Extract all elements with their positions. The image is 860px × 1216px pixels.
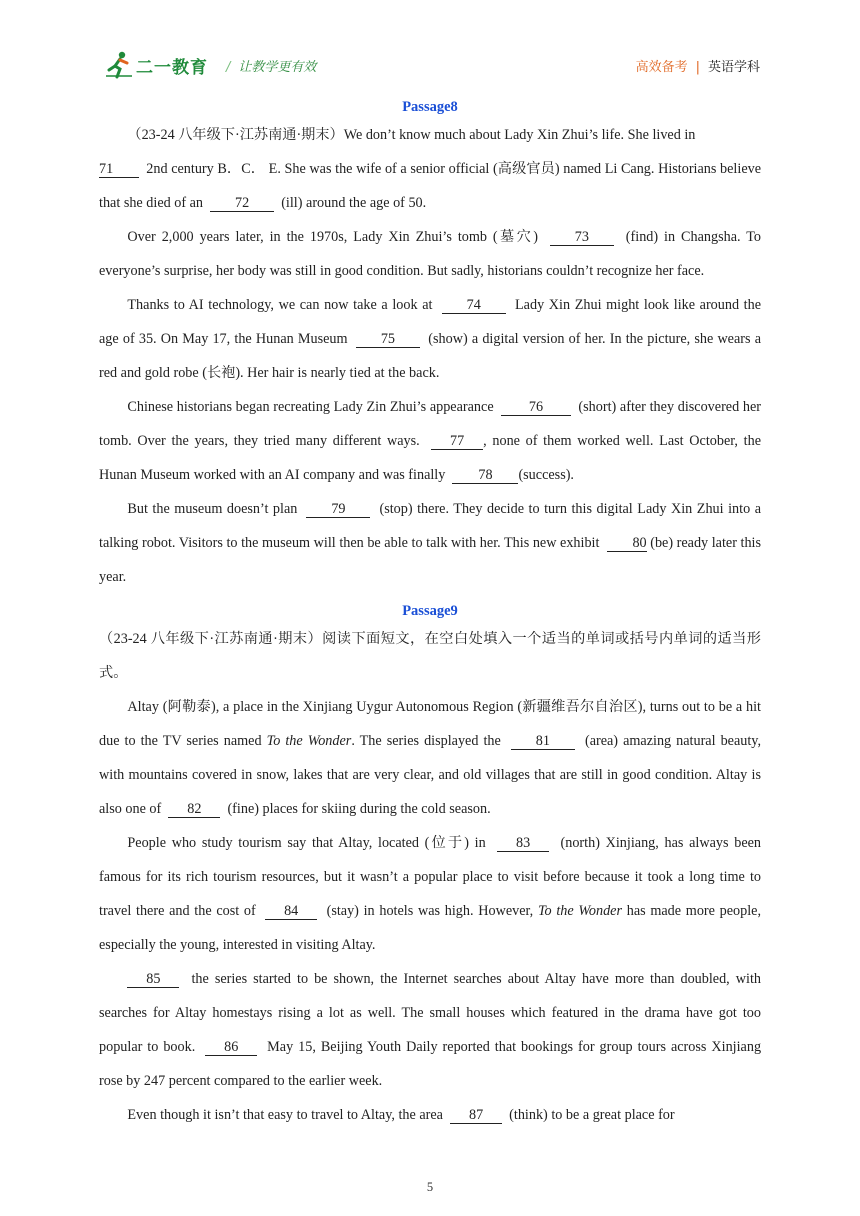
blank-85[interactable]: 85 [127,971,179,988]
series-title: To the Wonder [537,903,622,919]
header-slogan [226,56,316,75]
text: . The series displayed the [351,733,501,749]
passage9-paragraph-1 [99,690,761,826]
slash-divider-icon: / [226,60,231,75]
header-tag-exam: 高效备考 [635,60,688,75]
text: Chinese historians began recreating Lady Zin Zhui’s appearance [127,399,494,415]
text: (be) ready later this year. [99,535,762,585]
blank-72[interactable]: 72 [210,195,274,212]
blank-83[interactable]: 83 [497,835,549,852]
passage9-paragraph-4 [99,1098,761,1132]
blank-81[interactable]: 81 [511,733,575,750]
text: has made more people, especially the young, interested in visiting Altay. [99,903,762,953]
blank-73[interactable]: 73 [550,229,614,246]
brand-logo [104,50,208,80]
text: (short) after they discovered her tomb. Over the years, they tried many different ways. [99,399,761,449]
blank-80[interactable]: 80 [607,535,647,552]
text: People who study tourism say that Altay, located (位于) in [127,835,486,851]
text: Over 2,000 years later, in the 1970s, Lady Xin Zhui’s tomb (墓穴) [127,229,538,245]
text: (north) Xinjiang, has always been famous for its rich tourism resources, but it wasn’t a popular place to visit before because it took a long time to travel there and the cost of [99,835,762,919]
passage8-paragraph-5 [99,492,761,594]
text: the series started to be shown, the Internet searches about Altay have more than doubled, with searches for Altay homestays rising a lot as well. The small houses which featured in the drama have got too popular to book. [99,971,761,1055]
blank-82[interactable]: 82 [168,801,220,818]
text: Even though it isn’t that easy to travel to Altay, the area [127,1107,443,1123]
passage8-paragraph-4 [99,390,761,492]
text: Lady Xin Zhui might look like around the age of 35. On May 17, the Hunan Museum [99,297,762,347]
header-right [636,56,760,75]
blank-76[interactable]: 76 [501,399,571,416]
text: May 15, Beijing Youth Daily reported that bookings for group tours across Xinjiang rose by 247 percent compared to the earlier week. [99,1039,762,1089]
text: (success). [518,467,574,483]
text: (think) to be a great place for [509,1107,675,1123]
text: (ill) around the age of 50. [281,195,427,211]
text: Thanks to AI technology, we can now take a look at [127,297,433,313]
passage9-paragraph-2 [99,826,761,962]
text: (area) amazing natural beauty, with mountains covered in snow, lakes that are very clear, and old villages that are still in good condition. Altay is also one of [99,733,762,817]
vertical-divider-icon: | [695,60,700,75]
blank-78[interactable]: 78 [452,467,518,484]
series-title: To the Wonder [266,733,352,749]
text: 2nd century B．C． E. She was the wife of a senior official (高级官员) named Li Cang. Historians believe that she died of an [99,161,762,211]
blank-86[interactable]: 86 [205,1039,257,1056]
passage9-instructions: （23-24 八年级下·江苏南通·期末）阅读下面短文，在空白处填入一个适当的单词或括号内单词的适当形式。 [99,631,761,681]
header-tag-subject: 英语学科 [707,60,760,75]
passage9-title: Passage9 [402,603,458,619]
blank-74[interactable]: 74 [442,297,506,314]
passage9-paragraph-3 [99,962,761,1098]
text: (fine) places for skiing during the cold season. [227,801,491,817]
blank-71[interactable]: 71 [99,161,139,178]
blank-77[interactable]: 77 [431,433,483,450]
blank-84[interactable]: 84 [265,903,317,920]
passage8-title: Passage8 [402,99,458,115]
blank-75[interactable]: 75 [356,331,420,348]
text: (stay) in hotels was high. However, [326,903,534,919]
brand-name: 二一教育 [136,57,208,78]
text: (find) in Changsha. To everyone’s surprise, her body was still in good condition. But sadly, historians couldn’t recognize her face. [99,229,762,279]
page-header [100,44,760,84]
document-body [99,96,761,1132]
blank-79[interactable]: 79 [306,501,370,518]
passage8-paragraph-3 [99,288,761,390]
text: (show) a digital version of her. In the picture, she wears a red and gold robe (长袍). Her hair is nearly tied at the back. [99,331,761,381]
passage8-paragraph-1 [99,118,761,220]
runner-logo-icon [104,50,134,80]
text: But the museum doesn’t plan [127,501,298,517]
passage8-paragraph-2 [99,220,761,288]
text: Altay (阿勒泰), a place in the Xinjiang Uygur Autonomous Region (新疆维吾尔自治区), turns out to be a hit due to the TV series named [99,699,761,749]
text: , none of them worked well. Last October, the Hunan Museum worked with an AI company and was finally [99,433,762,483]
blank-87[interactable]: 87 [450,1107,502,1124]
text: （23-24 八年级下·江苏南通·期末）We don’t know much about Lady Xin Zhui’s life. She lived in [127,127,696,143]
text: (stop) there. They decide to turn this digital Lady Xin Zhui into a talking robot. Visitors to the museum will then be able to talk with her. This new exhibit [99,501,762,551]
slogan-text: 让教学更有效 [238,60,317,75]
page-number: 5 [426,1180,434,1194]
